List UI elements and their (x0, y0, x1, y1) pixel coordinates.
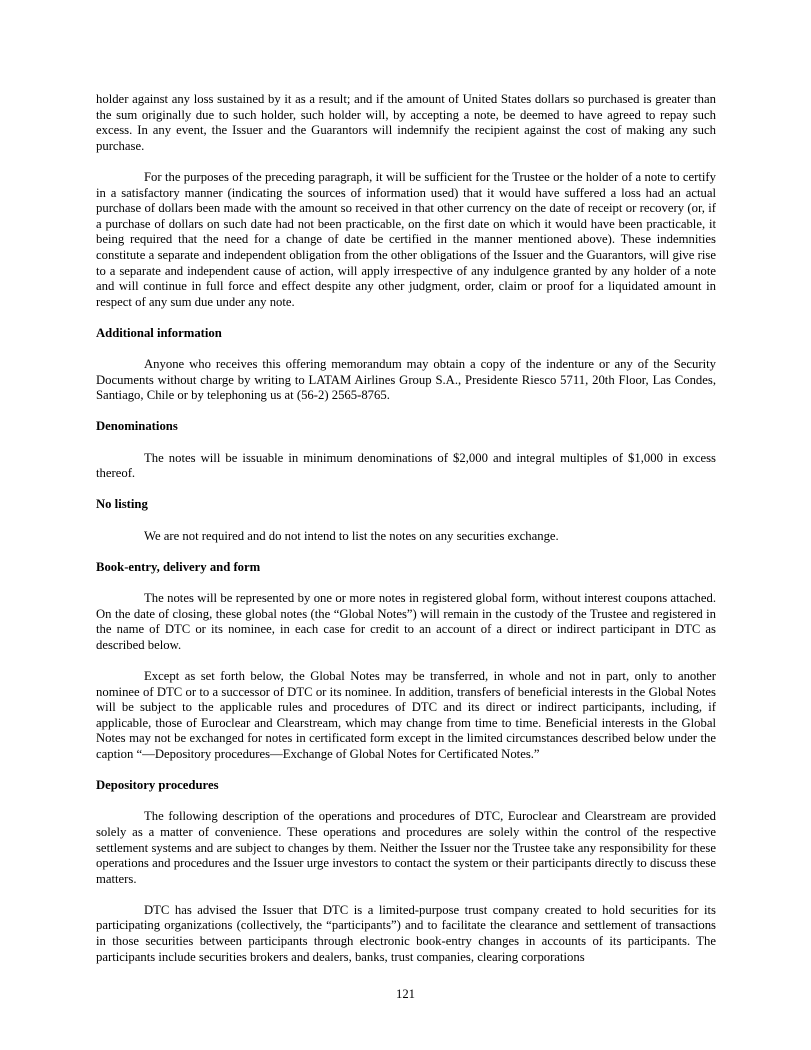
document-page (96, 92, 716, 981)
section-heading-denominations: Denominations (96, 419, 178, 434)
section-heading-book-entry: Book-entry, delivery and form (96, 559, 261, 574)
paragraph: DTC has advised the Issuer that DTC is a limited-purpose trust company created to hold securities for its participating organizations (collectively, the “participants”) and to facilitate the clearance and settlement of transactions in those securities between participants through electronic book-entry changes in accounts of its participants. The participants include securities brokers and dealers, banks, trust companies, clearing corporations (96, 902, 716, 964)
section-heading-additional-information: Additional information (96, 325, 222, 340)
paragraph: We are not required and do not intend to list the notes on any securities exchange. (144, 528, 559, 543)
section-heading-no-listing: No listing (96, 497, 148, 512)
paragraph: The notes will be issuable in minimum denominations of $2,000 and integral multiples of $1,000 in excess thereof. (96, 450, 716, 481)
paragraph: The following description of the operations and procedures of DTC, Euroclear and Clearstream are provided solely as a matter of convenience. These operations and procedures are solely within the control of the respective settlement systems and are subject to changes by them. Neither the Issuer nor the Trustee take any responsibility for these operations and procedures and the Issuer urge investors to contact the system or their participants directly to discuss these matters. (96, 809, 716, 886)
paragraph: Except as set forth below, the Global Notes may be transferred, in whole and not in part, only to another nominee of DTC or to a successor of DTC or its nominee. In addition, transfers of beneficial interests in the Global Notes will be subject to the applicable rules and procedures of DTC and its direct or indirect participants, including, if applicable, those of Euroclear and Clearstream, which may change from time to time. Beneficial interests in the Global Notes may not be exchanged for notes in certificated form except in the limited circumstances described below under the caption “—Depository procedures—Exchange of Global Notes for Certificated Notes.” (96, 668, 716, 761)
paragraph: holder against any loss sustained by it as a result; and if the amount of United States dollars so purchased is greater than the sum originally due to such holder, such holder will, by accepting a note, be deemed to have agreed to repay such excess. In any event, the Issuer and the Guarantors will indemnify the recipient against the cost of making any such purchase. (96, 92, 716, 153)
paragraph: The notes will be represented by one or more notes in registered global form, without interest coupons attached. On the date of closing, these global notes (the “Global Notes”) will remain in the custody of the Trustee and registered in the name of DTC or its nominee, in each case for credit to an account of a direct or indirect participant in DTC as described below. (96, 591, 716, 652)
paragraph: Anyone who receives this offering memorandum may obtain a copy of the indenture or any of the Security Documents without charge by writing to LATAM Airlines Group S.A., Presidente Riesco 5711, 20th Floor, Las Condes, Santiago, Chile or by telephoning us at (56-2) 2565-8765. (96, 357, 716, 403)
paragraph: For the purposes of the preceding paragraph, it will be sufficient for the Trustee or the holder of a note to certify in a satisfactory manner (indicating the sources of information used) that it would have suffered a loss had an actual purchase of dollars been made with the amount so received in that other currency on the date of receipt or recovery (or, if a purchase of dollars on such date had not been practicable, on the first date on which it would have been practicable, it being required that the need for a change of date be certified in the manner mentioned above). These indemnities constitute a separate and independent obligation from the other obligations of the Issuer and the Guarantors, will give rise to a separate and independent cause of action, will apply irrespective of any indulgence granted by any holder of a note and will continue in full force and effect despite any other judgment, order, claim or proof for a liquidated amount in respect of any sum due under any note. (96, 169, 716, 309)
section-heading-depository-procedures: Depository procedures (96, 778, 219, 793)
page-number: 121 (395, 987, 416, 1001)
